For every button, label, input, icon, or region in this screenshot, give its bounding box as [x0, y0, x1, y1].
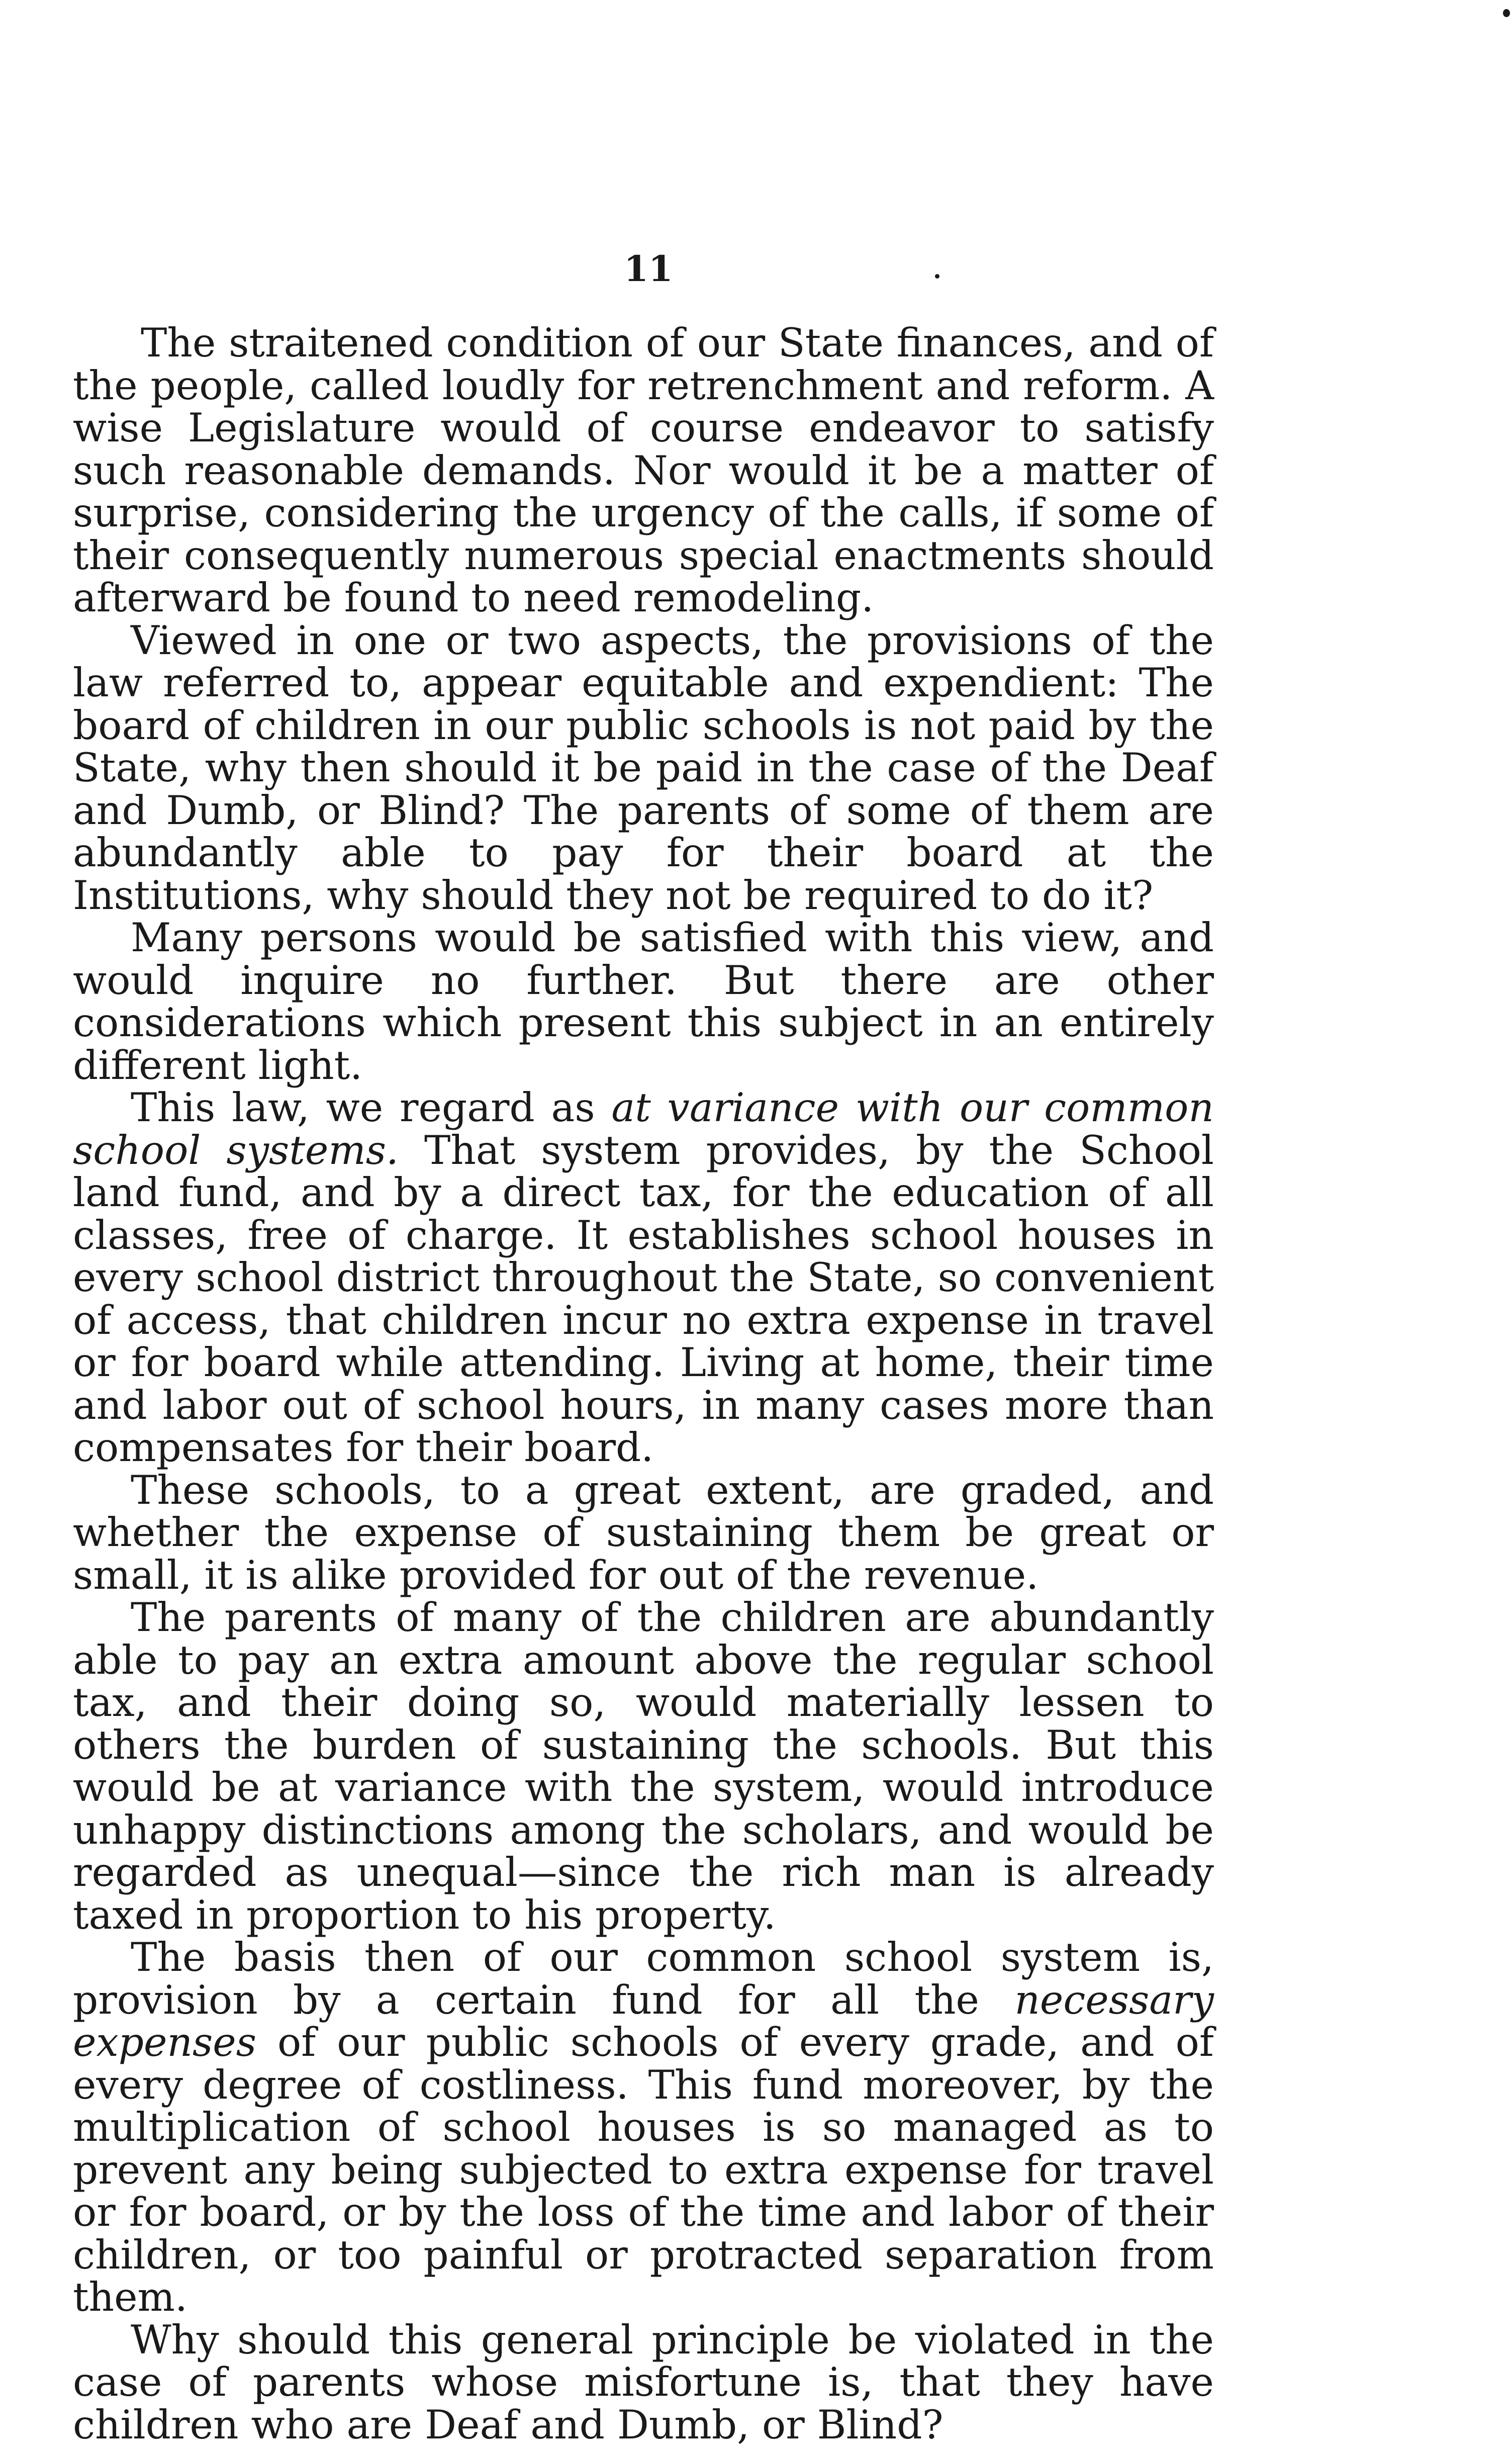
text-segment: Many persons would be satisfied with this view, and would inquire no further. But there are other considerations which present this subject in an entirely different light. — [73, 915, 1214, 1089]
text-segment: Why should this general principle be violated in the case of parents whose misfortune is, that they have children who are Deaf and Dumb, or Blind? — [73, 2316, 1214, 2448]
paragraph-parents-able — [73, 1596, 1214, 1936]
text-segment: The parents of many of the children are abundantly able to pay an extra amount above the regular school tax, and their doing so, would materially lessen to others the burden of sustaining the schools. But this would be at variance with the system, would introduce unhappy distinctions among the scholars, and would be regarded as unequal—since the rich man is already taxed in proportion to his property. — [73, 1594, 1214, 1938]
page-number: 11 — [624, 248, 673, 290]
italic-phrase: at variance with our common school systems. — [73, 1084, 1214, 1173]
body-text — [73, 322, 1214, 2446]
paragraph-state-finances — [73, 322, 1214, 619]
text-segment: This law, we regard as — [131, 1084, 612, 1131]
text-segment: The straitened condition of our State finances, and of the people, called loudly for retrenchment and reform. A wise Legislature would of course endeavor to satisfy such reasonable demands. Nor would it be a matter of surprise, considering the urgency of the calls, if some of their consequently numerous special enactments should afterward be found to need remodeling. — [73, 320, 1214, 621]
paragraph-closing-question — [73, 2316, 1214, 2448]
italic-phrase: necessary expenses — [73, 1976, 1214, 2065]
paragraph-graded-schools — [73, 1469, 1214, 1597]
text-segment: The basis then of our common school system is, provision by a certain fund for all the — [73, 1934, 1214, 2023]
text-segment: That system provides, by the School land fund, and by a direct tax, for the education of all classes, free of charge. It establishes school houses in every school district throughout the State, so convenient of access, that children incur no extra expense in travel or for board while attending. Living at home, their time and labor out of school hours, in many cases more than compensates for their board. — [73, 1127, 1214, 1471]
paragraph-basis-of-system — [73, 1936, 1214, 2319]
text-segment: Viewed in one or two aspects, the provisions of the law referred to, appear equitable and expendient: The board of children in our public schools is not paid by the State, why then should it be paid in the case of the Deaf and Dumb, or Blind? The parents of some of them are abundantly able to pay for their board at the Institutions, why should they not be required to do it? — [73, 617, 1214, 919]
scan-speck — [1503, 9, 1510, 17]
text-segment: These schools, to a great extent, are graded, and whether the expense of sustaining them be great or small, it is alike provided for out of the revenue. — [73, 1467, 1214, 1598]
paragraph-variance-with-system — [73, 1086, 1214, 1469]
paragraph-equitable-aspects — [73, 619, 1214, 917]
paragraph-other-considerations — [73, 915, 1214, 1089]
text-segment: of our public schools of every grade, and of every degree of costliness. This fund moreover, by the multiplication of school houses is so managed as to prevent any being subjected to extra expense for travel or for board, or by the loss of the time and labor of their children, or too painful or protracted separation from them. — [73, 2019, 1214, 2320]
scan-speck — [935, 274, 939, 279]
